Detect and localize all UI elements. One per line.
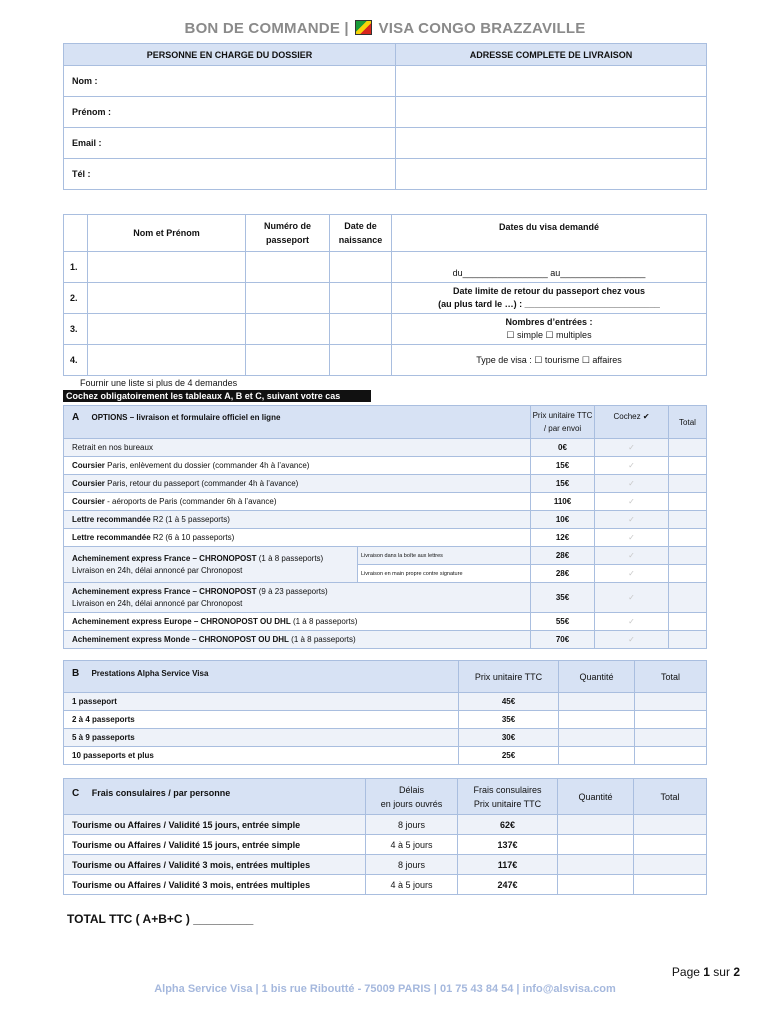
address-cell-1[interactable] xyxy=(396,66,707,97)
grand-total[interactable]: TOTAL TTC ( A+B+C ) _________ xyxy=(67,912,254,926)
service-qty-4[interactable] xyxy=(559,747,635,765)
label-prenom: Prénom : xyxy=(64,97,396,128)
header-birth-line1: Date de xyxy=(344,221,377,231)
consular-delay-4: 4 à 5 jours xyxy=(366,875,458,895)
address-cell-4[interactable] xyxy=(396,159,707,190)
row-num-2: 2. xyxy=(64,283,88,314)
birth-cell-2[interactable] xyxy=(330,283,392,314)
services-total-header: Total xyxy=(635,661,707,693)
label-nom: Nom : xyxy=(64,66,396,97)
consular-delay-2: 4 à 5 jours xyxy=(366,835,458,855)
header-num xyxy=(64,215,88,252)
services-price-header: Prix unitaire TTC xyxy=(459,661,559,693)
service-total-1[interactable] xyxy=(635,693,707,711)
consular-row-1: Tourisme ou Affaires / Validité 15 jours, entrée simple xyxy=(64,815,366,835)
consular-heading xyxy=(64,779,366,815)
option-price-2: 15€ xyxy=(531,457,595,475)
service-total-2[interactable] xyxy=(635,711,707,729)
service-qty-2[interactable] xyxy=(559,711,635,729)
footer-address: Alpha Service Visa | 1 bis rue Riboutté - 75009 PARIS | 01 75 43 84 54 | info@alsvisa.com xyxy=(154,983,616,995)
services-title: Prestations Alpha Service Visa xyxy=(91,669,209,678)
passport-cell-3[interactable] xyxy=(246,314,330,345)
header-passport-line1: Numéro de xyxy=(263,221,311,231)
service-price-3: 30€ xyxy=(459,729,559,747)
option-price-3: 15€ xyxy=(531,475,595,493)
option-total-4[interactable] xyxy=(669,493,707,511)
row-num-1: 1. xyxy=(64,252,88,283)
consular-total-4[interactable] xyxy=(634,875,707,895)
consular-delay-1: 8 jours xyxy=(366,815,458,835)
birth-cell-3[interactable] xyxy=(330,314,392,345)
checkmark-icon[interactable]: ✓ xyxy=(595,439,669,457)
chrono-option-mailbox: Livraison dans la boîte aux lettres xyxy=(358,547,531,565)
consular-total-header: Total xyxy=(634,779,707,815)
passport-cell-1[interactable] xyxy=(246,252,330,283)
chrono9-total[interactable] xyxy=(669,583,707,613)
option-total-3[interactable] xyxy=(669,475,707,493)
service-qty-1[interactable] xyxy=(559,693,635,711)
option-row-4: Coursier - aéroports de Paris (commander 6h à l’avance) xyxy=(64,493,531,511)
checkmark-icon[interactable]: ✓ xyxy=(595,565,669,583)
service-price-1: 45€ xyxy=(459,693,559,711)
address-cell-2[interactable] xyxy=(396,97,707,128)
consular-letter: C xyxy=(72,788,80,799)
consular-total-3[interactable] xyxy=(634,855,707,875)
option-row-1: Retrait en nos bureaux xyxy=(64,439,531,457)
service-row-2: 2 à 4 passeports xyxy=(64,711,459,729)
name-cell-4[interactable] xyxy=(88,345,246,376)
page-number: Page 1 sur 2 xyxy=(671,965,740,979)
name-cell-1[interactable] xyxy=(88,252,246,283)
row-num-3: 3. xyxy=(64,314,88,345)
consular-qty-4[interactable] xyxy=(558,875,634,895)
service-qty-3[interactable] xyxy=(559,729,635,747)
header-visa-dates: Dates du visa demandé xyxy=(392,215,707,252)
consular-qty-header: Quantité xyxy=(558,779,634,815)
monde-price: 70€ xyxy=(531,631,595,649)
checkmark-icon[interactable]: ✓ xyxy=(595,475,669,493)
consular-qty-2[interactable] xyxy=(558,835,634,855)
checkmark-icon[interactable]: ✓ xyxy=(595,613,669,631)
service-price-4: 25€ xyxy=(459,747,559,765)
service-row-3: 5 à 9 passeports xyxy=(64,729,459,747)
services-qty-header: Quantité xyxy=(559,661,635,693)
options-check-header: Cochez ✔ xyxy=(595,406,669,439)
option-price-4: 110€ xyxy=(531,493,595,511)
consular-total-1[interactable] xyxy=(634,815,707,835)
consular-total-2[interactable] xyxy=(634,835,707,855)
options-title: OPTIONS – livraison et formulaire officiel en ligne xyxy=(91,413,281,422)
consular-row-3: Tourisme ou Affaires / Validité 3 mois, entrées multiples xyxy=(64,855,366,875)
chrono9-price: 35€ xyxy=(531,583,595,613)
options-table xyxy=(63,405,707,649)
applicants-table xyxy=(63,214,707,376)
consular-row-2: Tourisme ou Affaires / Validité 15 jours, entrée simple xyxy=(64,835,366,855)
service-row-4: 10 passeports et plus xyxy=(64,747,459,765)
consular-price-3: 117€ xyxy=(458,855,558,875)
label-email: Email : xyxy=(64,128,396,159)
monde-total[interactable] xyxy=(669,631,707,649)
services-table xyxy=(63,660,707,765)
price-header-line1: Prix unitaire TTC xyxy=(532,411,593,420)
option-row-2: Coursier Paris, enlèvement du dossier (commander 4h à l’avance) xyxy=(64,457,531,475)
option-total-1[interactable] xyxy=(669,439,707,457)
entries-choice[interactable] xyxy=(392,314,707,345)
option-row-3: Coursier Paris, retour du passeport (commander 4h à l’avance) xyxy=(64,475,531,493)
return-deadline-field: (au plus tard le …) : ___________________________ xyxy=(438,299,660,309)
visa-type-choice[interactable]: Type de visa : ☐ tourisme ☐ affaires xyxy=(392,345,707,376)
return-deadline[interactable] xyxy=(392,283,707,314)
europe-total[interactable] xyxy=(669,613,707,631)
entries-checkboxes[interactable]: ☐ simple ☐ multiples xyxy=(506,330,592,340)
consular-price-2: 137€ xyxy=(458,835,558,855)
consular-qty-3[interactable] xyxy=(558,855,634,875)
consular-fees-table xyxy=(63,778,707,895)
header-passport xyxy=(246,215,330,252)
option-express-monde: Acheminement express Monde – CHRONOPOST OU DHL (1 à 8 passeports) xyxy=(64,631,531,649)
chrono-option-hand: Livraison en main propre contre signature xyxy=(358,565,531,583)
consular-price-header: Frais consulaires Prix unitaire TTC xyxy=(458,779,558,815)
document-title xyxy=(0,20,770,37)
header-passport-line2: passeport xyxy=(265,235,309,245)
service-price-2: 35€ xyxy=(459,711,559,729)
options-heading xyxy=(64,406,531,439)
birth-cell-1[interactable] xyxy=(330,252,392,283)
checkmark-icon[interactable]: ✓ xyxy=(595,583,669,613)
contact-table xyxy=(63,43,707,190)
entries-label: Nombres d’entrées : xyxy=(505,317,593,327)
option-price-6: 12€ xyxy=(531,529,595,547)
header-person: PERSONNE EN CHARGE DU DOSSIER xyxy=(64,44,396,66)
header-address: ADRESSE COMPLETE DE LIVRAISON xyxy=(396,44,707,66)
name-cell-2[interactable] xyxy=(88,283,246,314)
name-cell-3[interactable] xyxy=(88,314,246,345)
list-note: Fournir une liste si plus de 4 demandes xyxy=(80,378,238,388)
return-deadline-label: Date limite de retour du passeport chez vous xyxy=(452,286,646,296)
checkmark-icon[interactable]: ✓ xyxy=(595,547,669,565)
visa-dates-range[interactable]: du_________________ au_________________ xyxy=(392,252,707,283)
option-total-6[interactable] xyxy=(669,529,707,547)
consular-title: Frais consulaires / par personne xyxy=(91,788,231,798)
checkmark-icon[interactable]: ✓ xyxy=(595,529,669,547)
checkmark-icon[interactable]: ✓ xyxy=(595,493,669,511)
options-total-header: Total xyxy=(669,406,707,439)
header-birth xyxy=(330,215,392,252)
consular-delay-header: Délais en jours ouvrés xyxy=(366,779,458,815)
price-header-line2: / par envoi xyxy=(543,424,582,433)
address-cell-3[interactable] xyxy=(396,128,707,159)
birth-cell-4[interactable] xyxy=(330,345,392,376)
chrono-price-hand: 28€ xyxy=(531,565,595,583)
mandatory-note: Cochez obligatoirement les tableaux A, B et C, suivant votre cas xyxy=(63,390,371,402)
congo-flag-icon xyxy=(355,20,372,35)
service-total-3[interactable] xyxy=(635,729,707,747)
options-price-header xyxy=(531,406,595,439)
service-row-1: 1 passeport xyxy=(64,693,459,711)
consular-price-1: 62€ xyxy=(458,815,558,835)
options-letter: A xyxy=(72,412,80,423)
option-chronopost-france-9-23: Acheminement express France – CHRONOPOST (9 à 23 passeports) Livraison en 24h, délai annoncé par Chronopost xyxy=(64,583,531,613)
label-tel: Tél : xyxy=(64,159,396,190)
checkmark-icon[interactable]: ✓ xyxy=(595,457,669,475)
chrono-total-hand[interactable] xyxy=(669,565,707,583)
consular-price-4: 247€ xyxy=(458,875,558,895)
option-row-6: Lettre recommandée R2 (6 à 10 passeports) xyxy=(64,529,531,547)
option-total-2[interactable] xyxy=(669,457,707,475)
passport-cell-2[interactable] xyxy=(246,283,330,314)
consular-row-4: Tourisme ou Affaires / Validité 3 mois, entrées multiples xyxy=(64,875,366,895)
service-total-4[interactable] xyxy=(635,747,707,765)
option-row-5: Lettre recommandée R2 (1 à 5 passeports) xyxy=(64,511,531,529)
europe-price: 55€ xyxy=(531,613,595,631)
header-birth-line2: naissance xyxy=(338,235,383,245)
option-chronopost-france-1-8: Acheminement express France – CHRONOPOST (1 à 8 passeports) Livraison en 24h, délai annoncé par Chronopost xyxy=(64,547,358,583)
services-letter: B xyxy=(72,668,80,679)
chrono-total-mailbox[interactable] xyxy=(669,547,707,565)
services-heading xyxy=(64,661,459,693)
option-express-europe: Acheminement express Europe – CHRONOPOST OU DHL (1 à 8 passeports) xyxy=(64,613,531,631)
option-total-5[interactable] xyxy=(669,511,707,529)
option-price-1: 0€ xyxy=(531,439,595,457)
header-name: Nom et Prénom xyxy=(88,215,246,252)
title-left: BON DE COMMANDE | xyxy=(184,20,349,37)
passport-cell-4[interactable] xyxy=(246,345,330,376)
option-price-5: 10€ xyxy=(531,511,595,529)
consular-qty-1[interactable] xyxy=(558,815,634,835)
row-num-4: 4. xyxy=(64,345,88,376)
checkmark-icon[interactable]: ✓ xyxy=(595,631,669,649)
consular-delay-3: 8 jours xyxy=(366,855,458,875)
title-right: VISA CONGO BRAZZAVILLE xyxy=(378,20,586,37)
chrono-price-mailbox: 28€ xyxy=(531,547,595,565)
checkmark-icon[interactable]: ✓ xyxy=(595,511,669,529)
